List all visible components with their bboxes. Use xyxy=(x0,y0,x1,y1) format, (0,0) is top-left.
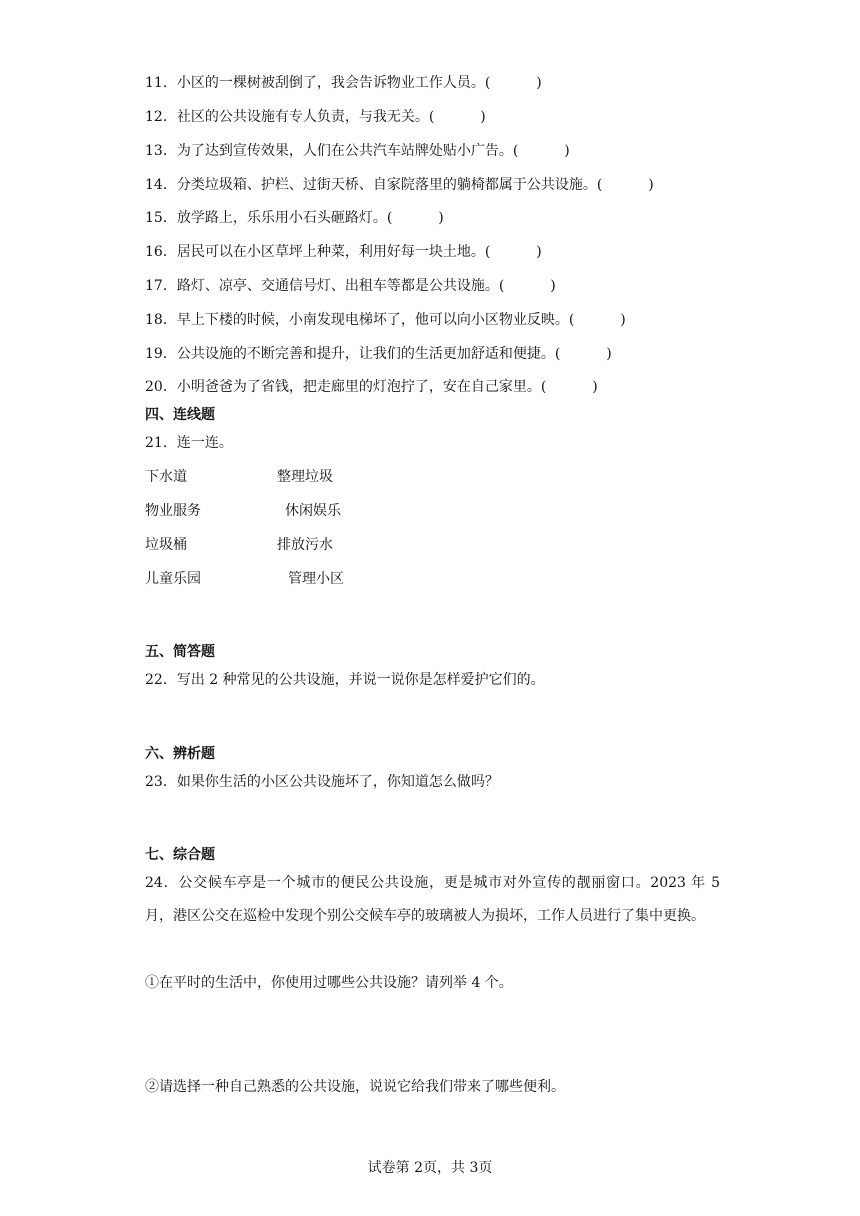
section-title-short-answer: 五、简答题 xyxy=(145,644,215,660)
question-24-sub1: ①在平时的生活中，你使用过哪些公共设施？请列举 4 个。 xyxy=(145,975,513,991)
match-right-item: 整理垃圾 xyxy=(277,469,333,485)
match-left-item: 儿童乐园 xyxy=(145,571,201,587)
section-title-analysis: 六、辨析题 xyxy=(145,746,215,762)
match-right-item: 管理小区 xyxy=(288,571,344,587)
match-left-item: 垃圾桶 xyxy=(145,537,187,553)
question-21: 21．连一连。 xyxy=(145,435,233,451)
question-16: 16．居民可以在小区草坪上种菜，利用好每一块土地。( ) xyxy=(145,244,542,260)
page-footer: 试卷第 2页，共 3页 xyxy=(367,1160,493,1176)
section-title-matching: 四、连线题 xyxy=(145,407,215,423)
question-19: 19．公共设施的不断完善和提升，让我们的生活更加舒适和便捷。( ) xyxy=(145,346,612,362)
section-title-comprehensive: 七、综合题 xyxy=(145,847,215,863)
question-17: 17．路灯、凉亭、交通信号灯、出租车等都是公共设施。( ) xyxy=(145,278,556,294)
question-23: 23．如果你生活的小区公共设施坏了，你知道怎么做吗？ xyxy=(145,774,499,790)
match-left-item: 物业服务 xyxy=(145,503,201,519)
question-15: 15．放学路上，乐乐用小石头砸路灯。( ) xyxy=(145,210,444,226)
question-20: 20．小明爸爸为了省钱，把走廊里的灯泡拧了，安在自己家里。( ) xyxy=(145,379,598,395)
question-22: 22．写出 2 种常见的公共设施，并说一说你是怎样爱护它们的。 xyxy=(145,672,545,688)
question-24-paragraph: 24．公交候车亭是一个城市的便民公共设施，更是城市对外宣传的靓丽窗口。2023 年 5 月，港区公交在巡检中发现个别公交候车亭的玻璃被人为损坏，工作人员进行了集中更换。 xyxy=(145,875,720,924)
match-right-item: 排放污水 xyxy=(277,537,333,553)
question-11: 11．小区的一棵树被刮倒了，我会告诉物业工作人员。( ) xyxy=(145,75,542,91)
question-12: 12．社区的公共设施有专人负责，与我无关。( ) xyxy=(145,109,486,125)
question-18: 18．早上下楼的时候，小南发现电梯坏了，他可以向小区物业反映。( ) xyxy=(145,312,626,328)
question-13: 13．为了达到宣传效果，人们在公共汽车站牌处贴小广告。( ) xyxy=(145,143,570,159)
match-right-item: 休闲娱乐 xyxy=(285,503,341,519)
question-14: 14．分类垃圾箱、护栏、过街天桥、自家院落里的躺椅都属于公共设施。( ) xyxy=(145,177,654,193)
question-24-sub2: ②请选择一种自己熟悉的公共设施，说说它给我们带来了哪些便利。 xyxy=(145,1079,565,1095)
match-left-item: 下水道 xyxy=(145,469,187,485)
